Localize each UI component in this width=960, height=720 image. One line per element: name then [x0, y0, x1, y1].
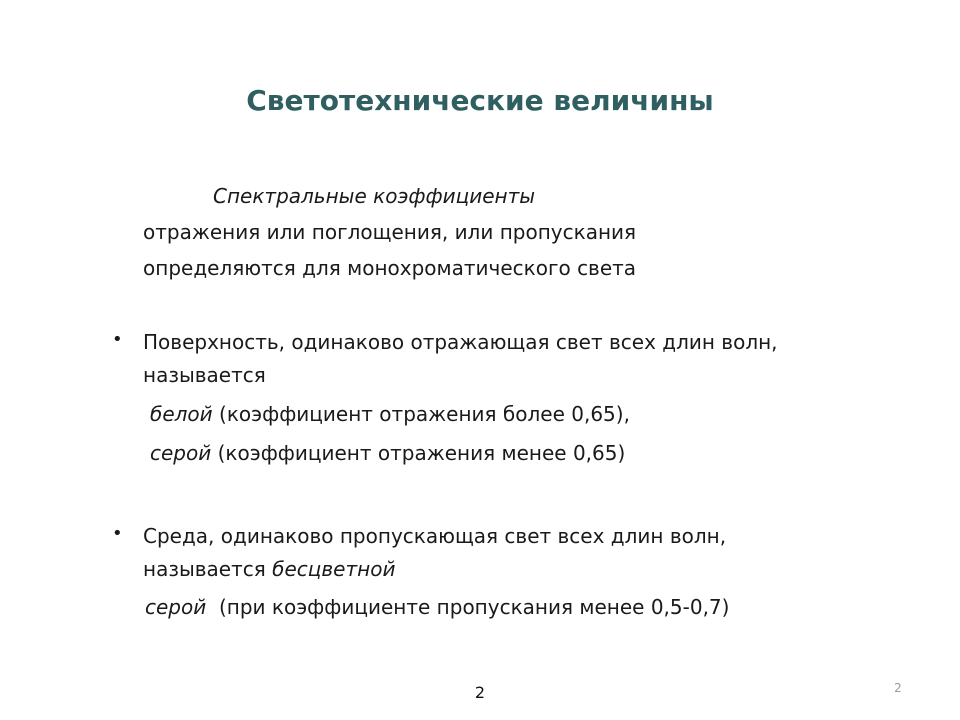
bullet1-gray-line — [150, 441, 625, 465]
gray-transmission-note: (при коэффициенте пропускания менее 0,5-0,7) — [206, 595, 730, 619]
intro-line-3: определяются для монохроматического света — [143, 256, 637, 280]
colorless-term: бесцветной — [272, 557, 396, 581]
white-note: (коэффициент отражения более 0,65), — [212, 402, 630, 426]
bullet1-white-line — [150, 402, 630, 426]
bullet2-line-1: Среда, одинаково пропускающая свет всех длин волн, — [143, 524, 727, 548]
gray-term: серой — [145, 595, 207, 619]
slide-number-corner: 2 — [894, 681, 902, 695]
bullet2-gray-line — [145, 595, 729, 619]
slide-title: Светотехнические величины — [246, 84, 714, 117]
intro-line-2: отражения или поглощения, или пропускания — [143, 220, 637, 244]
bullet-marker: • — [112, 523, 123, 544]
gray-term: серой — [150, 441, 212, 465]
intro-line-1: Спектральные коэффициенты — [213, 184, 536, 208]
bullet2-line-2 — [143, 557, 395, 581]
bullet1-line-1: Поверхность, одинаково отражающая свет всех длин волн, — [143, 330, 778, 354]
white-term: белой — [150, 402, 213, 426]
page-number: 2 — [474, 683, 486, 702]
bullet-marker: • — [112, 329, 123, 350]
gray-note: (коэффициент отражения менее 0,65) — [211, 441, 626, 465]
bullet1-line-2: называется — [143, 363, 266, 387]
bullet2-line-2-prefix: называется — [143, 557, 273, 581]
